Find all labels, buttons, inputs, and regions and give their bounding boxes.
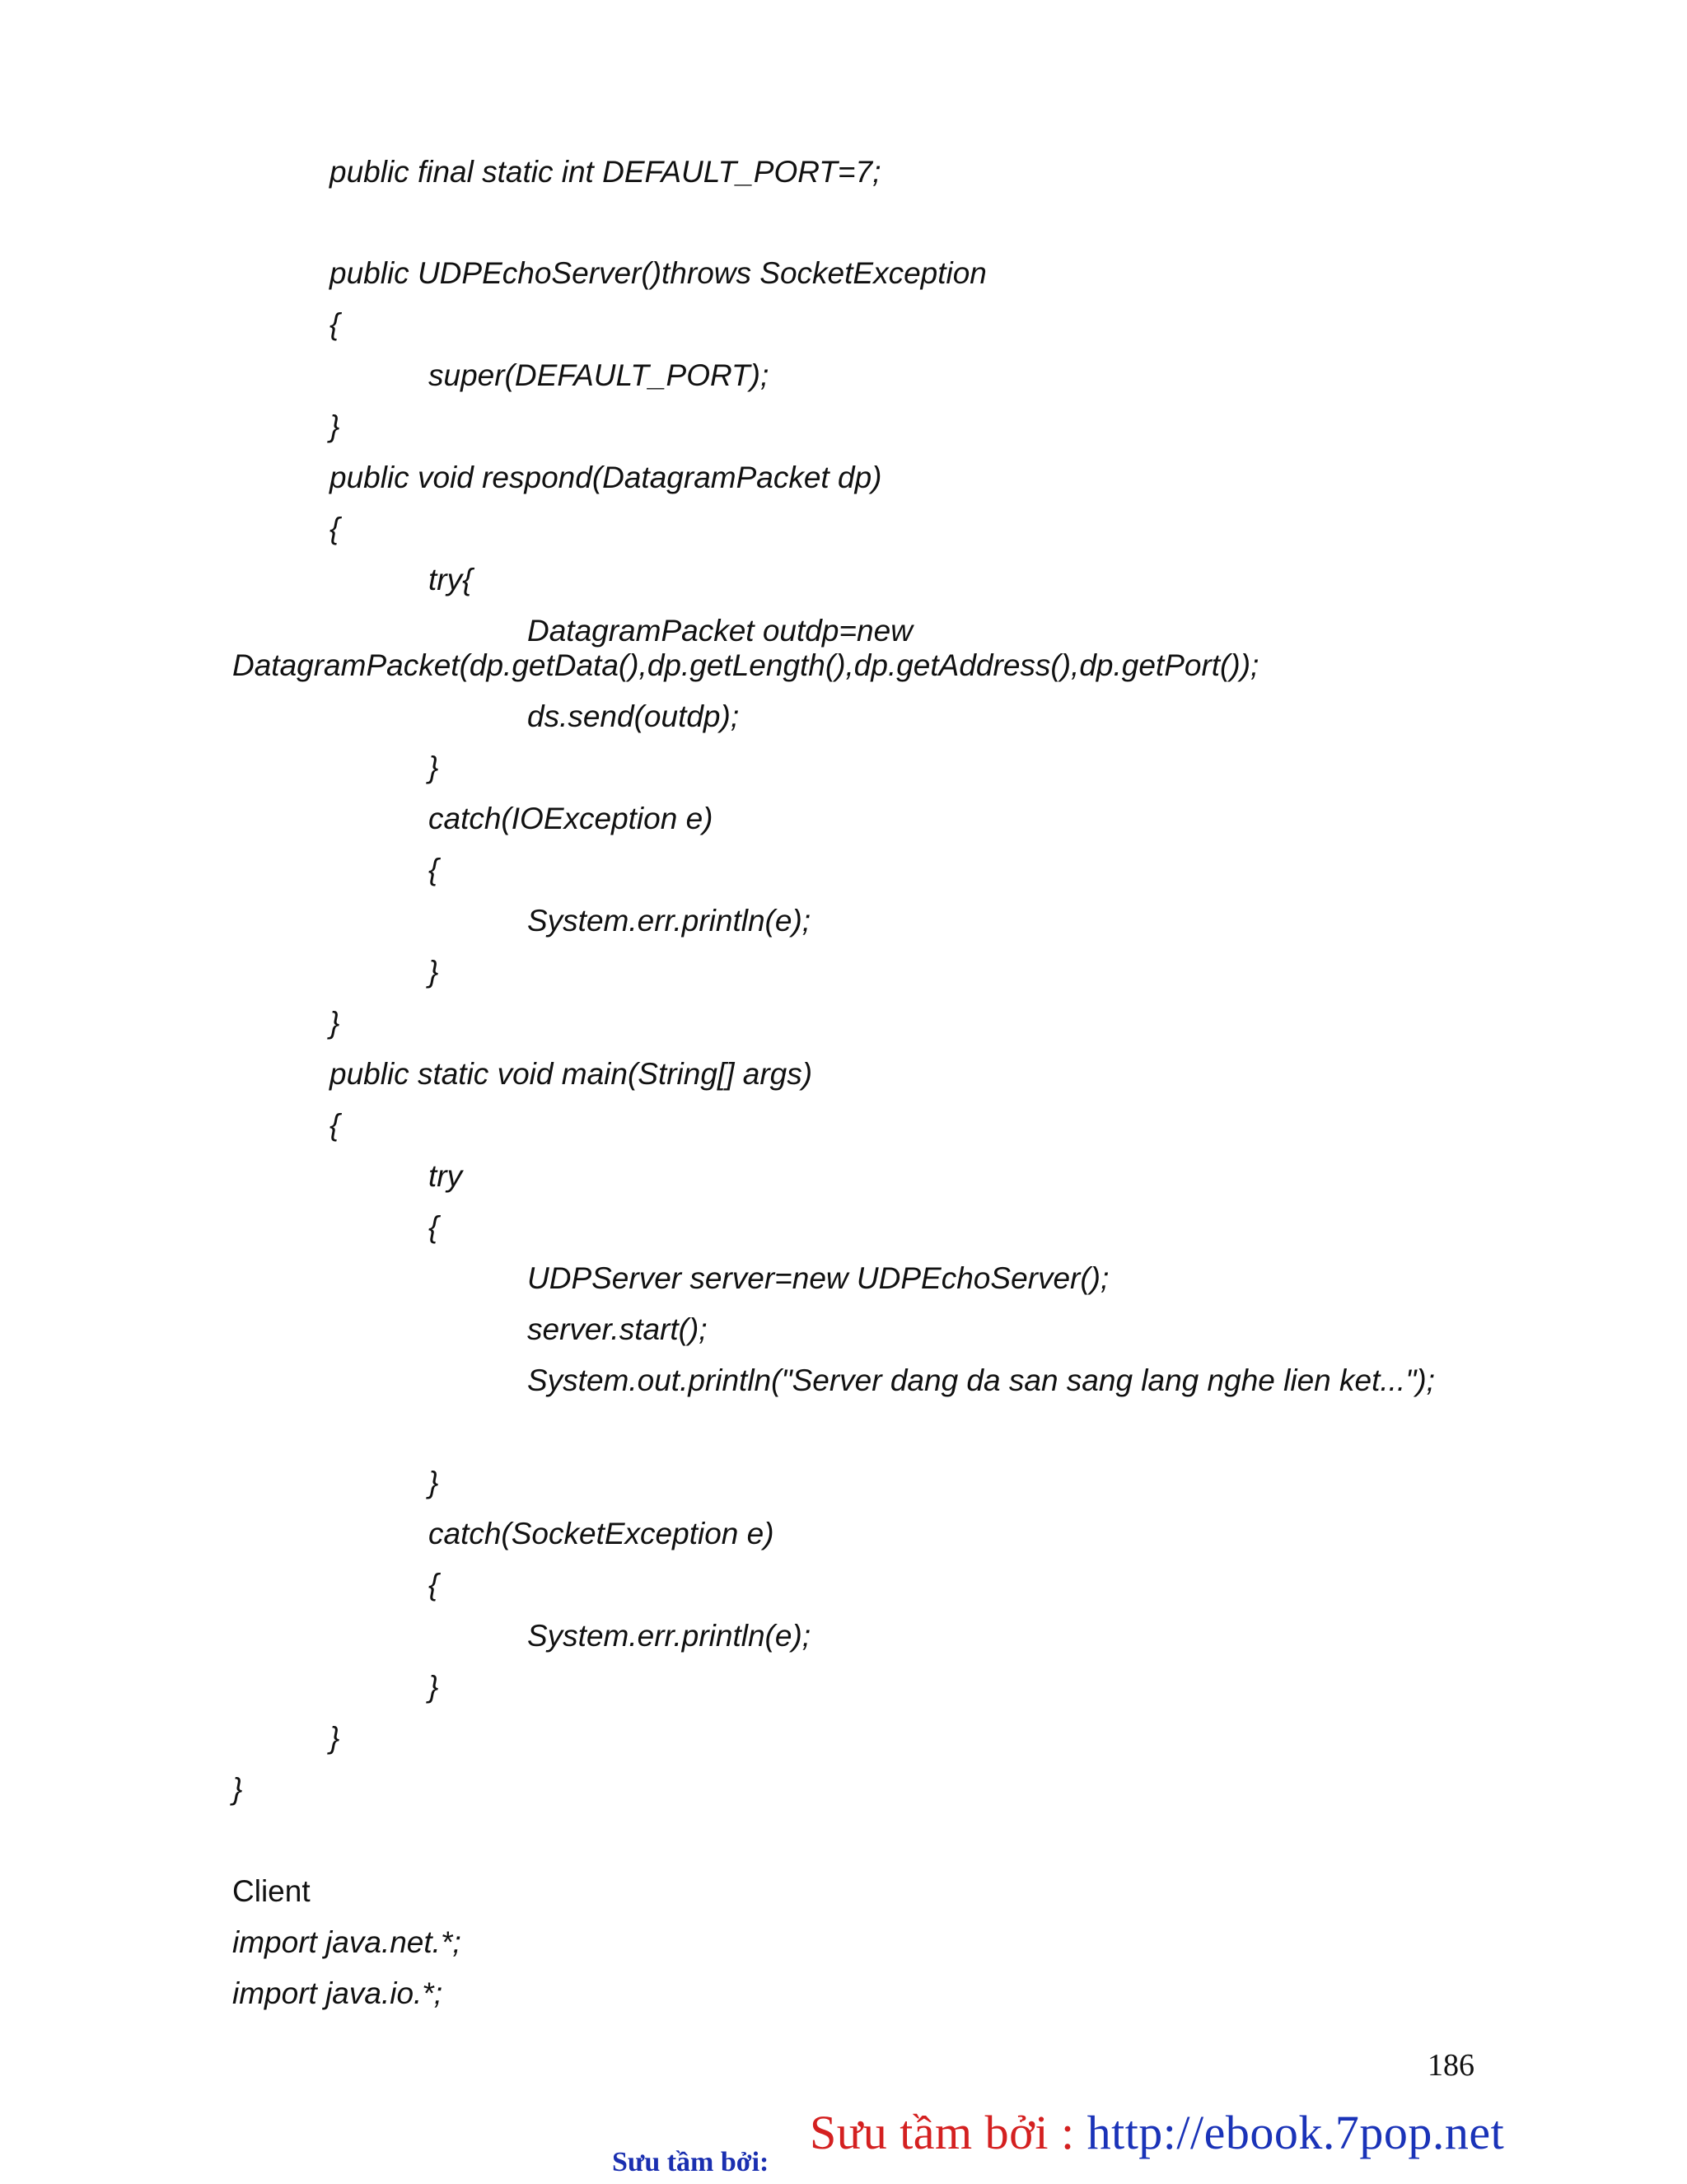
code-line-default-port: public final static int DEFAULT_PORT=7; (329, 155, 881, 189)
code-line-catch-socketexception: catch(SocketException e) (428, 1517, 774, 1550)
watermark-url: http://ebook.7pop.net (1087, 2106, 1505, 2159)
footer-label: Sưu tầm bởi: (612, 2147, 769, 2177)
code-line-brace-close: } (329, 1721, 340, 1755)
code-line-brace-open: { (428, 1210, 439, 1244)
code-line-brace-open: { (329, 512, 340, 545)
code-line-print-error: System.err.println(e); (527, 1619, 811, 1653)
code-line-brace-close: } (428, 955, 439, 989)
code-line-main-signature: public static void main(String[] args) (329, 1057, 813, 1091)
code-line-send: ds.send(outdp); (527, 699, 740, 733)
code-line-outdp-declaration: DatagramPacket outdp=new (527, 614, 913, 648)
code-line-brace-close: } (329, 409, 340, 443)
page-number: 186 (1428, 2048, 1474, 2083)
code-line-server-declaration: UDPServer server=new UDPEchoServer(); (527, 1261, 1110, 1295)
code-line-outdp-constructor: DatagramPacket(dp.getData(),dp.getLength(),dp.getAddress(),dp.getPort()); (232, 648, 1259, 682)
code-line-print-ready: System.out.println("Server dang da san sang lang nghe lien ket..."); (527, 1363, 1435, 1397)
code-line-try: try (428, 1159, 463, 1193)
code-line-brace-close: } (428, 751, 439, 784)
code-line-import-io: import java.io.*; (232, 1976, 442, 2010)
code-line-catch-ioexception: catch(IOException e) (428, 802, 713, 835)
code-line-try-open: try{ (428, 563, 473, 596)
code-line-constructor-signature: public UDPEchoServer()throws SocketException (329, 256, 987, 290)
code-line-super-call: super(DEFAULT_PORT); (428, 358, 769, 392)
code-line-print-error: System.err.println(e); (527, 904, 811, 938)
code-line-server-start: server.start(); (527, 1312, 708, 1346)
code-line-brace-close: } (428, 1670, 439, 1704)
code-line-brace-open: { (329, 1108, 340, 1142)
code-line-class-brace-close: } (232, 1772, 243, 1806)
code-line-import-net: import java.net.*; (232, 1925, 461, 1959)
code-line-respond-signature: public void respond(DatagramPacket dp) (329, 461, 882, 494)
client-heading: Client (232, 1874, 311, 1908)
code-line-brace-open: { (428, 853, 439, 886)
watermark-prefix: Sưu tầm bởi : (810, 2106, 1075, 2159)
code-line-brace-open: { (329, 307, 340, 341)
code-line-brace-close: } (329, 1006, 340, 1040)
watermark-banner (810, 2106, 1505, 2159)
code-line-brace-close: } (428, 1466, 439, 1499)
code-line-brace-open: { (428, 1568, 439, 1602)
